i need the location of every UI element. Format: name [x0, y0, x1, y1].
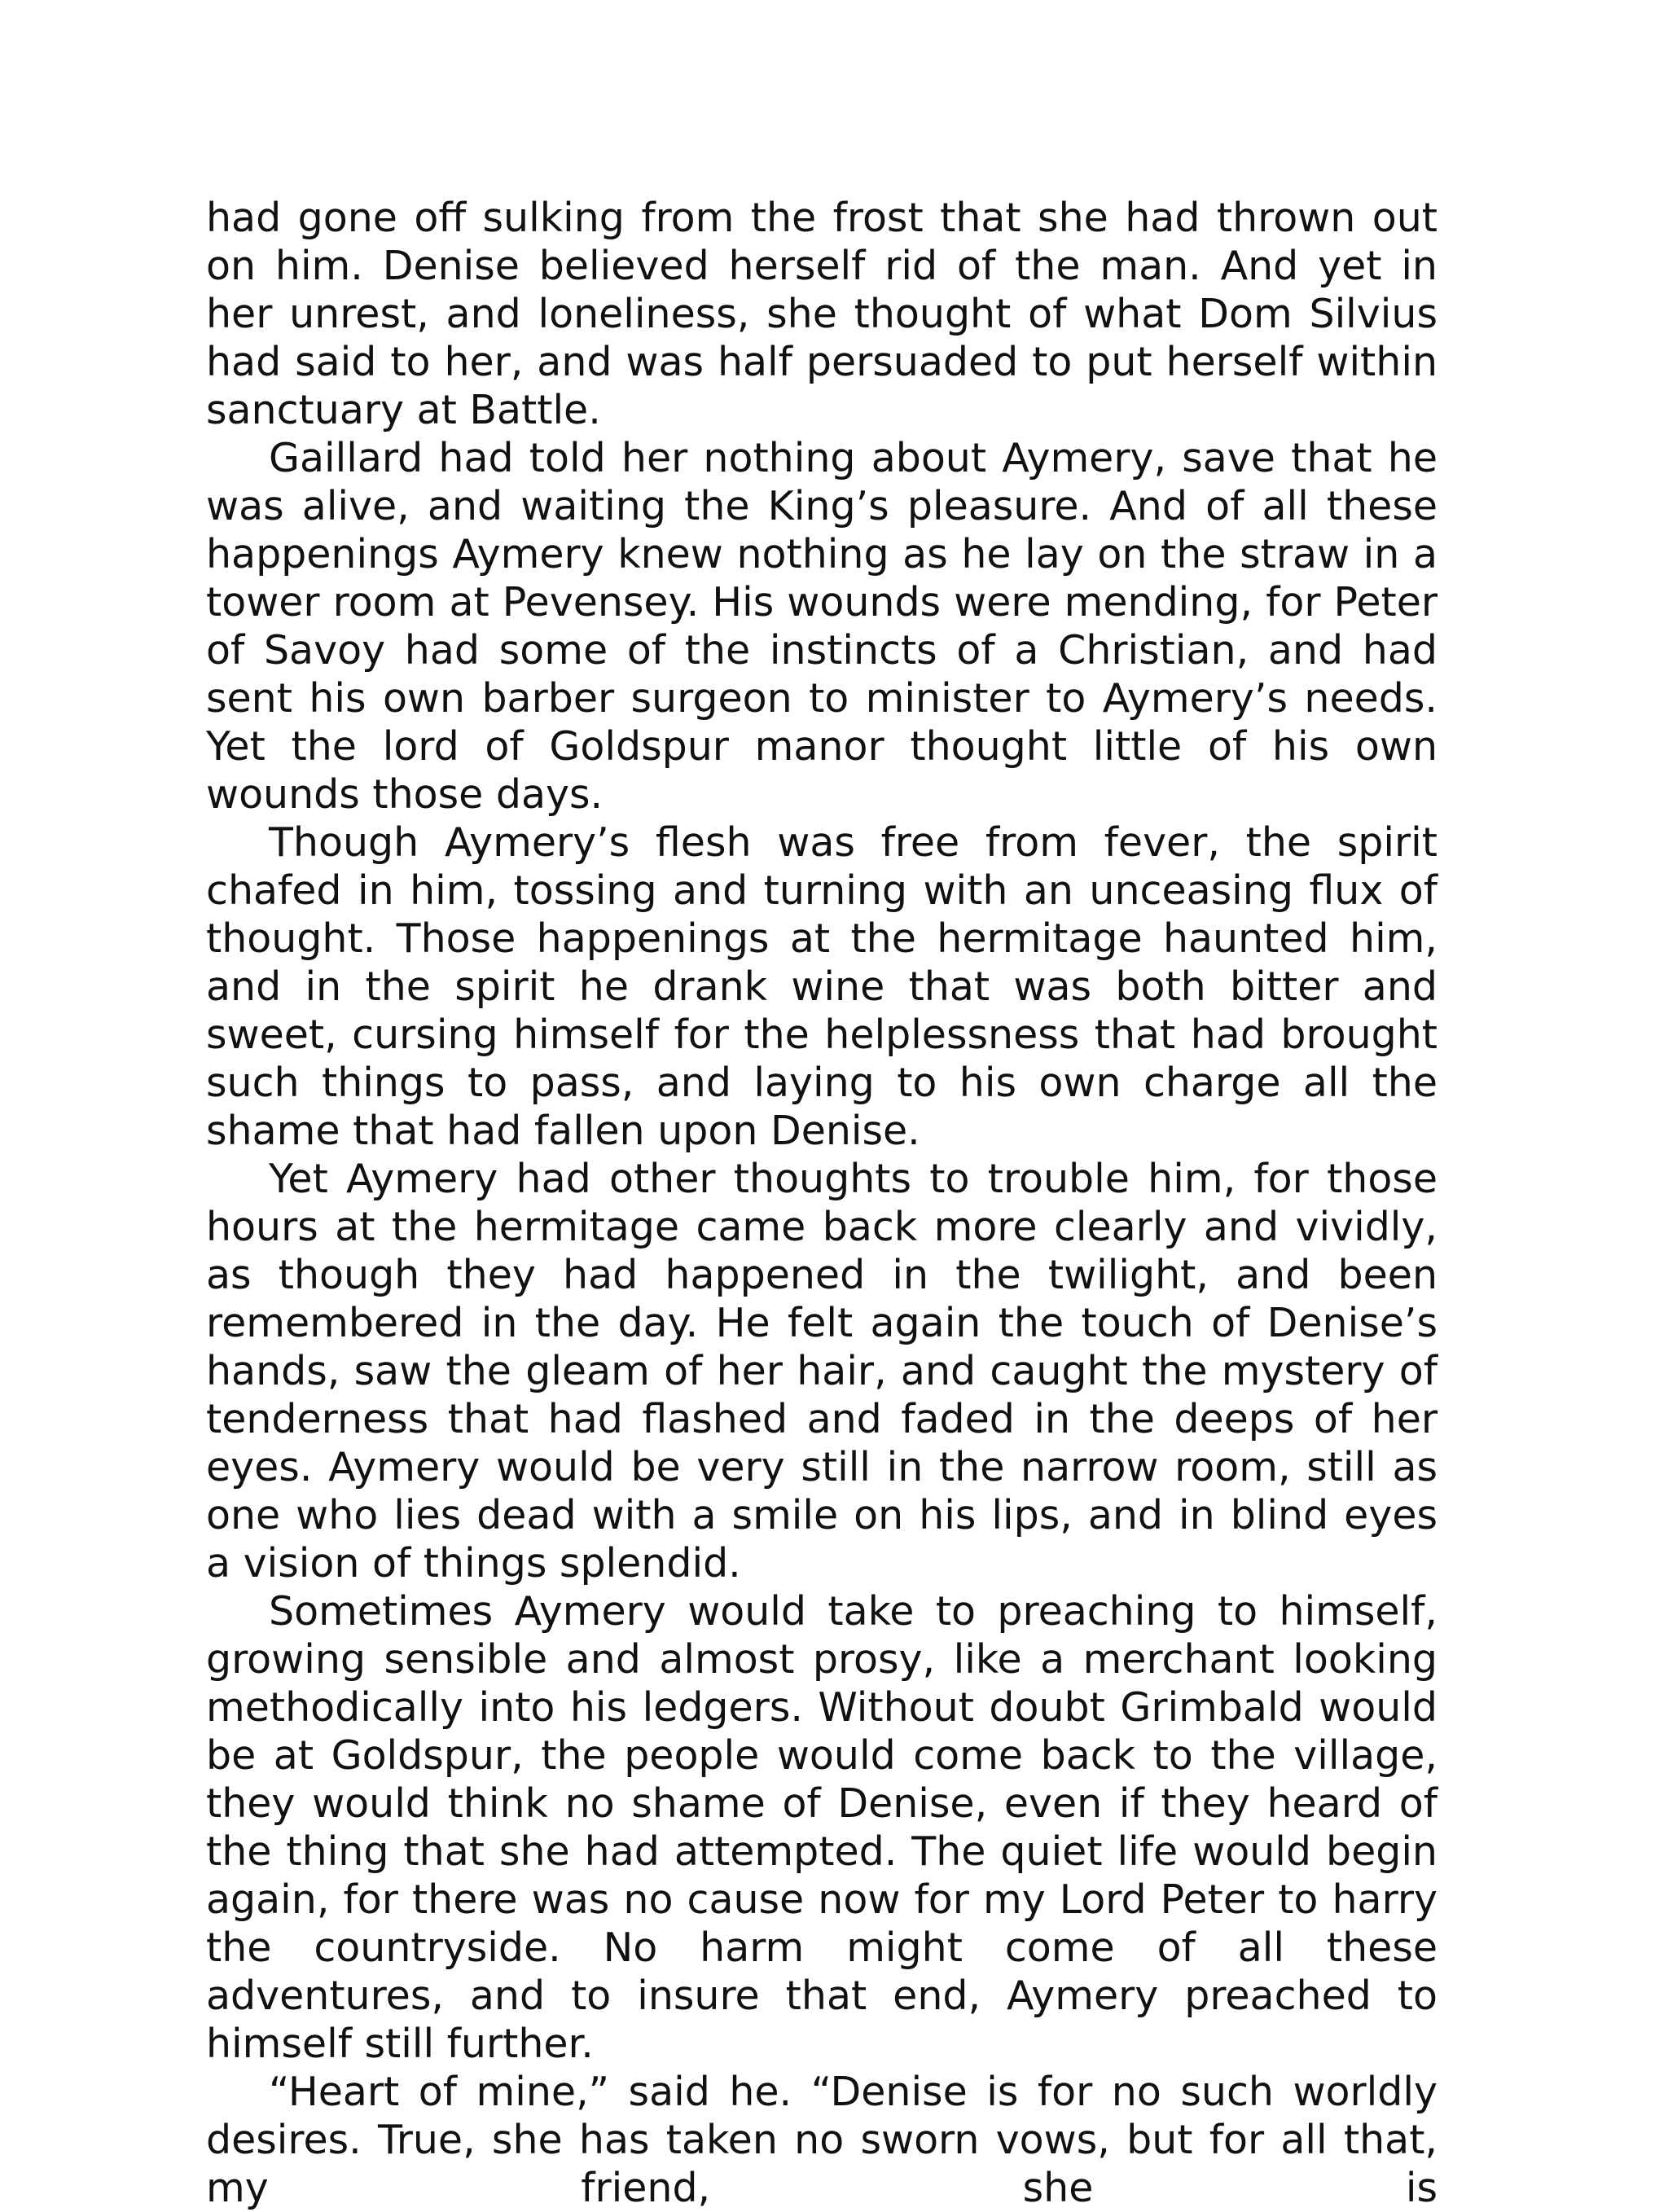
paragraph-3: Though Aymery’s flesh was free from fever, the spirit chafed in him, tossing and turning with an unceasing flux of thought. Those happenings at the hermitage haunted him, and in the spirit he drank wine that was both bitter and sweet, cursing himself for the helplessness that had brought such things to pass, and laying to his own charge all the shame that had fallen upon Denise. [206, 819, 1438, 1154]
page-body-text [206, 194, 1438, 2212]
paragraph-2: Gaillard had told her nothing about Aymery, save that he was alive, and waiting the King’s pleasure. And of all these happenings Aymery knew nothing as he lay on the straw in a tower room at Pevensey. His wounds were mending, for Peter of Savoy had some of the instincts of a Christian, and had sent his own barber surgeon to minister to Aymery’s needs. Yet the lord of Goldspur manor thought little of his own wounds those days. [206, 435, 1438, 818]
paragraph-4: Yet Aymery had other thoughts to trouble him, for those hours at the hermitage came back more clearly and vividly, as though they had happened in the twilight, and been remembered in the day. He felt again the touch of Denise’s hands, saw the gleam of her hair, and caught the mystery of tenderness that had flashed and faded in the deeps of her eyes. Aymery would be very still in the narrow room, still as one who lies dead with a smile on his lips, and in blind eyes a vision of things splendid. [206, 1156, 1438, 1587]
paragraph-1: had gone off sulking from the frost that she had thrown out on him. Denise believed herself rid of the man. And yet in her unrest, and loneliness, she thought of what Dom Silvius had said to her, and was half persuaded to put herself within sanctuary at Battle. [206, 195, 1438, 433]
paragraph-6: “Heart of mine,” said he. “Denise is for no such worldly desires. True, she has taken no sworn vows, but for all that, my friend, she is [206, 2069, 1438, 2211]
paragraph-5: Sometimes Aymery would take to preaching to himself, growing sensible and almost prosy, like a merchant looking methodically into his ledgers. Without doubt Grimbald would be at Goldspur, the people would come back to the village, they would think no shame of Denise, even if they heard of the thing that she had attempted. The quiet life would begin again, for there was no cause now for my Lord Peter to harry the countryside. No harm might come of all these adventures, and to insure that end, Aymery preached to himself still further. [206, 1588, 1438, 2067]
